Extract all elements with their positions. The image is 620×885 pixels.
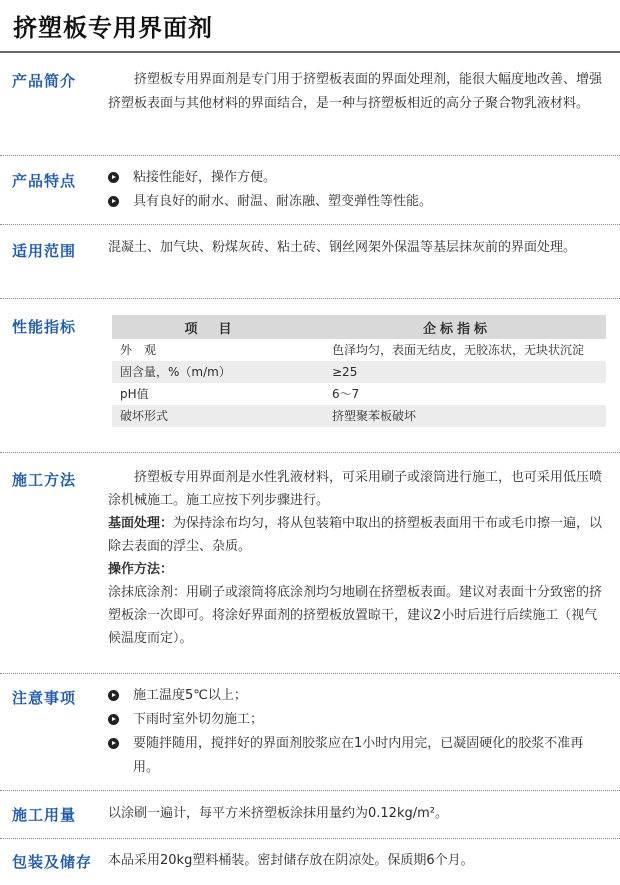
table-row — [112, 339, 606, 361]
notes-list — [108, 684, 608, 780]
usage-text-block — [108, 802, 608, 826]
bullet-arrow-icon — [108, 738, 119, 749]
list-item — [108, 166, 608, 190]
intro-text-block — [108, 68, 608, 116]
page-title: 挤塑板专用界面剂 — [13, 14, 213, 42]
bullet-arrow-icon — [108, 172, 119, 183]
scope-paragraph: 混凝土、加气块、粉煤灰砖、粘土砖、钢丝网架外保温等基层抹灰前的界面处理。 — [108, 240, 577, 255]
spec-value: ≥25 — [308, 361, 606, 383]
operation-title: 操作方法： — [108, 562, 174, 577]
title-divider — [0, 51, 620, 53]
feature-text: 具有良好的耐水、耐温、耐冻融、塑变弹性等性能。 — [133, 194, 433, 209]
section-label-usage: 施工用量 — [12, 806, 77, 824]
section-label-specs: 性能指标 — [12, 318, 77, 336]
note-text: 要随拌随用，搅拌好的界面剂胶浆应在1小时内用完，已凝固硬化的胶浆不准再用。 — [133, 736, 584, 775]
column-header-item: 项 目 — [112, 315, 308, 339]
spec-value: 色泽均匀，表面无结皮，无胶冻状，无块状沉淀 — [332, 343, 585, 357]
section-divider — [0, 224, 620, 225]
note-text: 施工温度5℃以上； — [133, 688, 247, 703]
list-item — [108, 684, 608, 708]
intro-paragraph: 挤塑板专用界面剂是专门用于挤塑板表面的界面处理剂，能很大幅度地改善、增强挤塑板表面与其他材料的界面结合，是一种与挤塑板相近的高分子聚合物乳液材料。 — [108, 72, 603, 111]
base-treatment-title: 基面处理： — [108, 516, 174, 531]
table-row — [112, 383, 606, 405]
section-divider — [0, 298, 620, 299]
spec-item: 固含量，%（m/m） — [112, 361, 308, 383]
table-header-row — [112, 315, 606, 339]
bullet-arrow-icon — [108, 690, 119, 701]
base-treatment-paragraph — [108, 512, 608, 558]
spec-value: 挤塑聚苯板破坏 — [308, 405, 606, 427]
section-label-package: 包装及储存 — [12, 853, 93, 871]
section-divider — [0, 673, 620, 674]
bullet-arrow-icon — [108, 196, 119, 207]
section-label-features: 产品特点 — [12, 172, 77, 190]
table-row — [112, 405, 606, 427]
features-list — [108, 166, 608, 214]
package-text-block — [108, 849, 608, 873]
spec-table — [112, 315, 606, 427]
method-text-block — [108, 466, 608, 650]
operation-text: 涂抹底涂剂：用刷子或滚筒将底涂剂均匀地刷在挤塑板表面。建议对表面十分致密的挤塑板涂一次即可。将涂好界面剂的挤塑板放置晾干，建议2小时后进行后续施工（视气候温度而定）。 — [108, 585, 603, 646]
spec-item: 外 观 — [120, 343, 157, 357]
list-item — [108, 190, 608, 214]
package-paragraph: 本品采用20kg塑料桶装。密封储存放在阴凉处。保质期6个月。 — [108, 853, 474, 868]
table-row — [112, 361, 606, 383]
section-divider — [0, 790, 620, 791]
list-item — [108, 732, 608, 780]
section-divider — [0, 838, 620, 839]
note-text: 下雨时室外切勿施工； — [133, 712, 264, 727]
usage-paragraph: 以涂刷一遍计，每平方米挤塑板涂抹用量约为0.12kg/m²。 — [108, 806, 448, 821]
section-label-scope: 适用范围 — [12, 242, 77, 260]
section-label-intro: 产品简介 — [12, 72, 77, 90]
scope-text-block — [108, 236, 608, 260]
method-intro: 挤塑板专用界面剂是水性乳液材料，可采用刷子或滚筒进行施工，也可采用低压喷涂机械施工。施工应按下列步骤进行。 — [108, 470, 603, 508]
section-divider — [0, 452, 620, 453]
list-item — [108, 708, 608, 732]
feature-text: 粘接性能好，操作方便。 — [133, 170, 277, 185]
spec-value: 6～7 — [332, 387, 360, 401]
column-header-standard: 企标指标 — [308, 315, 606, 339]
bullet-arrow-icon — [108, 714, 119, 725]
base-treatment-text: 为保持涂布均匀，将从包装箱中取出的挤塑板表面用干布或毛巾擦一遍，以除去表面的浮尘、杂质。 — [108, 516, 603, 554]
spec-item: pH值 — [120, 387, 149, 401]
spec-item: 破坏形式 — [112, 405, 308, 427]
section-label-method: 施工方法 — [12, 471, 77, 489]
section-divider — [0, 155, 620, 156]
section-label-notes: 注意事项 — [12, 689, 77, 707]
